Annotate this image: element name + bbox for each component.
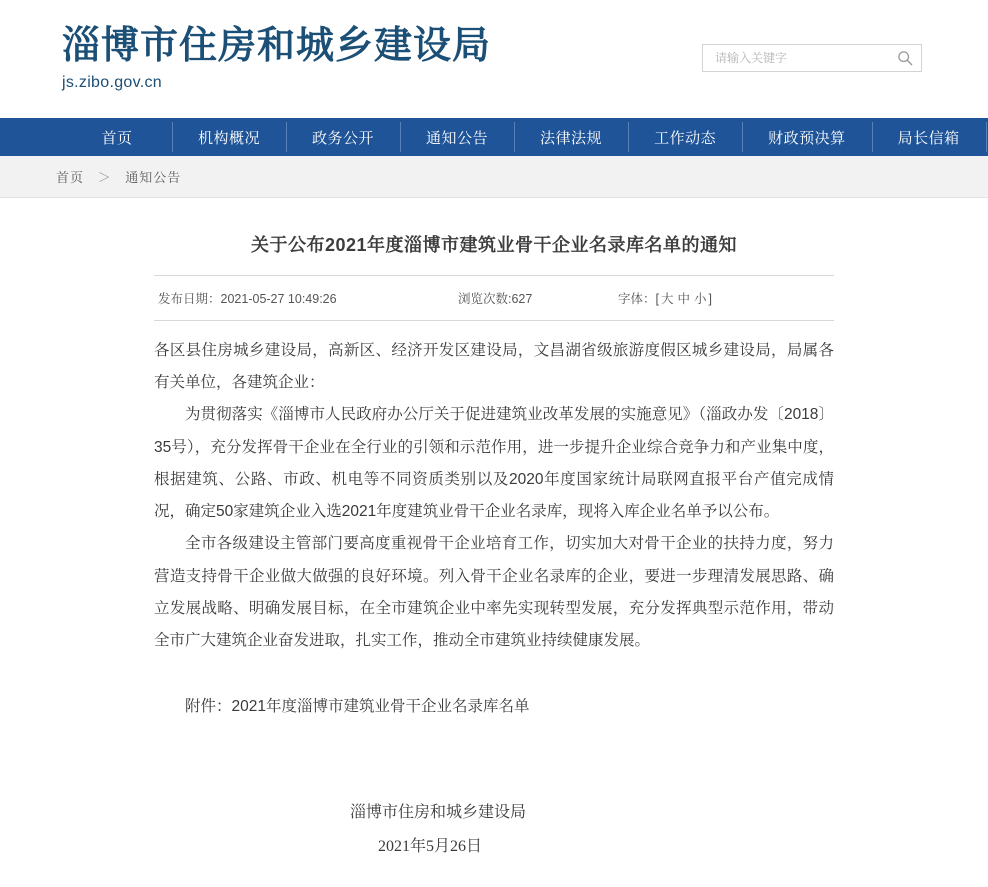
site-header — [0, 0, 988, 118]
breadcrumb-item-home[interactable]: 首页 — [56, 170, 85, 185]
site-brand[interactable] — [62, 26, 491, 92]
breadcrumb — [0, 156, 988, 198]
search-input[interactable] — [715, 51, 897, 65]
breadcrumb-item-notices[interactable]: 通知公告 — [125, 170, 182, 185]
article-body — [154, 321, 834, 657]
font-size-medium[interactable]: 中 — [677, 292, 691, 306]
article-paragraph-recipients: 各区县住房城乡建设局，高新区、经济开发区建设局，文昌湖省级旅游度假区城乡建设局，局属各有关单位，各建筑企业： — [154, 342, 834, 392]
view-count-value: 627 — [511, 292, 533, 306]
signature-date: 2021年5月26日 — [378, 837, 483, 855]
breadcrumb-separator-icon: ＞ — [97, 170, 112, 185]
nav-item-notices[interactable]: 通知公告 — [400, 118, 514, 156]
signature-block — [154, 796, 834, 863]
bracket-close: ] — [708, 292, 713, 306]
main-navigation — [0, 118, 988, 156]
article-paragraph-background: 为贯彻落实《淄博市人民政府办公厅关于促进建筑业改革发展的实施意见》（淄政办发〔2018〕35号），充分发挥骨干企业在全行业的引领和示范作用，进一步提升企业综合竞争力和产业集中度，根据建筑、公路、市政、机电等不同资质类别以及2020年度国家统计局联网直报平台产值完成情况，确定50家建筑企业入选2021年度建筑业骨干企业名录库，现将入库企业名单予以公布。 — [154, 406, 834, 521]
view-count-label: 浏览次数: — [458, 292, 512, 306]
font-size-options — [656, 292, 713, 306]
attachment-line[interactable]: 附件：2021年度淄博市建筑业骨干企业名录库名单 — [185, 698, 530, 716]
article — [154, 198, 834, 864]
nav-item-org[interactable]: 机构概况 — [172, 118, 286, 156]
nav-item-laws[interactable]: 法律法规 — [514, 118, 628, 156]
view-count — [458, 289, 618, 307]
font-size-label: 字体： — [618, 292, 656, 306]
font-size-small[interactable]: 小 — [694, 292, 707, 306]
article-paragraph-requirements: 全市各级建设主管部门要高度重视骨干企业培育工作，切实加大对骨干企业的扶持力度，努力营造支持骨干企业做大做强的良好环境。列入骨干企业名录库的企业，要进一步理清发展思路、确立发展战略、明确发展目标，在全市建筑企业中率先实现转型发展，充分发挥典型示范作用，带动全市广大建筑企业奋发进取，扎实工作，推动全市建筑业持续健康发展。 — [154, 535, 834, 650]
search-icon[interactable] — [897, 50, 913, 66]
publish-date — [158, 289, 458, 307]
nav-item-work-news[interactable]: 工作动态 — [628, 118, 742, 156]
bracket-open: [ — [655, 292, 659, 306]
nav-item-affairs[interactable]: 政务公开 — [286, 118, 400, 156]
search-box[interactable] — [702, 44, 922, 72]
nav-item-home[interactable]: 首页 — [101, 129, 133, 147]
publish-date-label: 发布日期： — [158, 292, 221, 306]
page-title: 关于公布2021年度淄博市建筑业骨干企业名录库名单的通知 — [154, 232, 834, 276]
nav-item-mailbox[interactable]: 局长信箱 — [872, 118, 986, 156]
site-url: js.zibo.gov.cn — [62, 73, 162, 91]
publish-date-value: 2021-05-27 10:49:26 — [220, 292, 337, 306]
site-title: 淄博市住房和城乡建设局 — [62, 25, 492, 67]
nav-spacer-left — [0, 118, 62, 156]
article-meta — [154, 276, 834, 321]
signature-organization: 淄博市住房和城乡建设局 — [350, 804, 527, 822]
font-size-large[interactable]: 大 — [661, 292, 674, 306]
breadcrumb-text — [56, 167, 181, 186]
font-size-control — [618, 289, 830, 307]
nav-item-budget[interactable]: 财政预决算 — [742, 118, 872, 156]
